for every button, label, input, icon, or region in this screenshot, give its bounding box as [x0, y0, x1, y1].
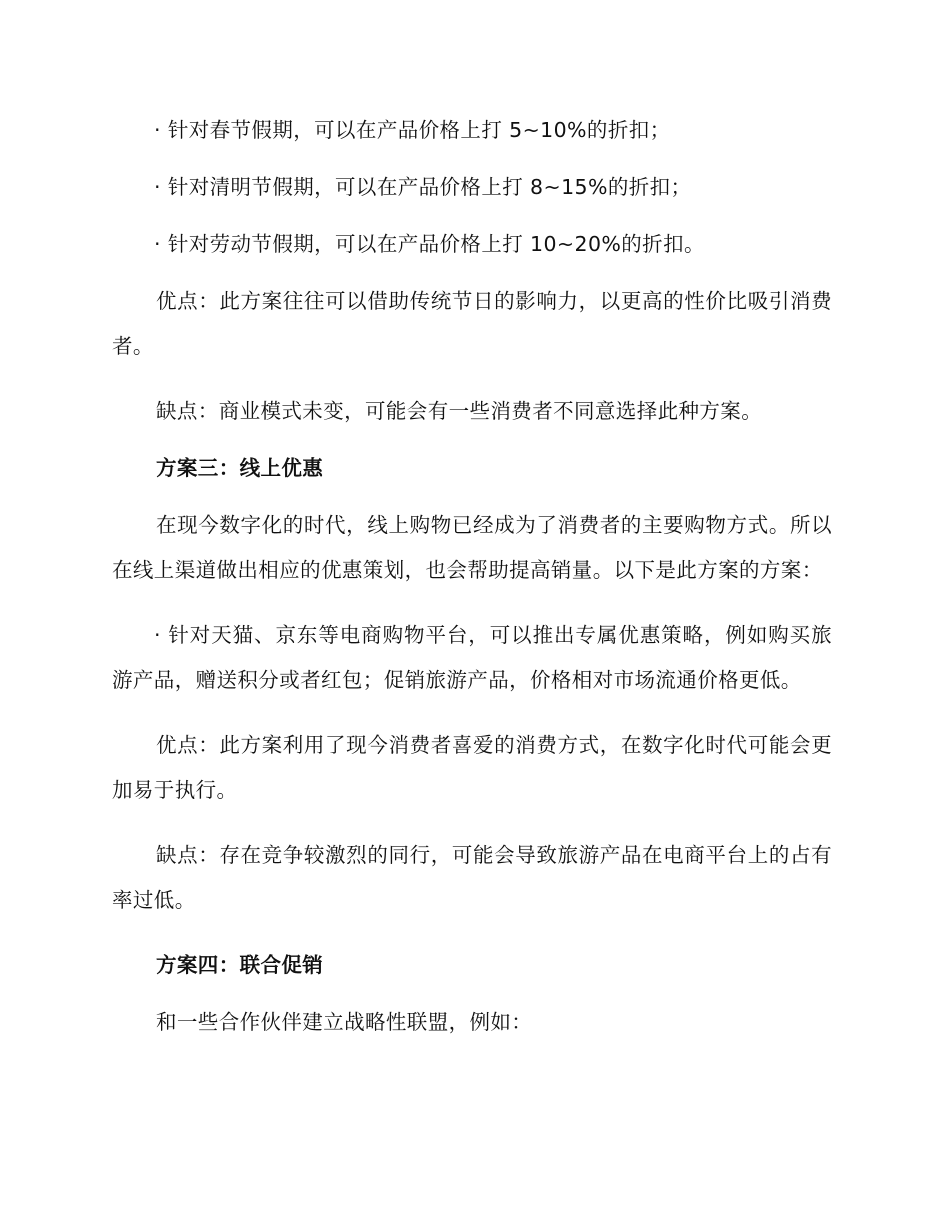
section-heading-plan-4: 方案四：联合促销 — [156, 953, 324, 977]
advantages-paragraph-1: 优点：此方案往往可以借助传统节日的影响力，以更高的性价比吸引消费者。 — [112, 289, 832, 358]
bullet-spring-festival: · 针对春节假期，可以在产品价格上打 5~10%的折扣； — [154, 118, 671, 142]
document-body — [112, 108, 832, 1065]
plan-4-intro-paragraph: 和一些合作伙伴建立战略性联盟，例如： — [156, 1010, 533, 1034]
advantages-paragraph-2: 优点：此方案利用了现今消费者喜爱的消费方式，在数字化时代可能会更加易于执行。 — [112, 733, 832, 802]
bullet-qingming-festival: · 针对清明节假期，可以在产品价格上打 8~15%的折扣； — [154, 175, 692, 199]
disadvantages-paragraph-2: 缺点：存在竞争较激烈的同行，可能会导致旅游产品在电商平台上的占有率过低。 — [112, 843, 832, 912]
bullet-ecommerce-platforms: · 针对天猫、京东等电商购物平台，可以推出专属优惠策略，例如购买旅游产品，赠送积分或者红包；促销旅游产品，价格相对市场流通价格更低。 — [112, 623, 832, 692]
disadvantages-paragraph-1: 缺点：商业模式未变，可能会有一些消费者不同意选择此种方案。 — [156, 399, 763, 423]
plan-3-intro-paragraph: 在现今数字化的时代，线上购物已经成为了消费者的主要购物方式。所以在线上渠道做出相应的优惠策划，也会帮助提高销量。以下是此方案的方案： — [112, 513, 832, 582]
section-heading-plan-3: 方案三：线上优惠 — [156, 456, 324, 480]
bullet-labor-day: · 针对劳动节假期，可以在产品价格上打 10~20%的折扣。 — [154, 232, 705, 256]
